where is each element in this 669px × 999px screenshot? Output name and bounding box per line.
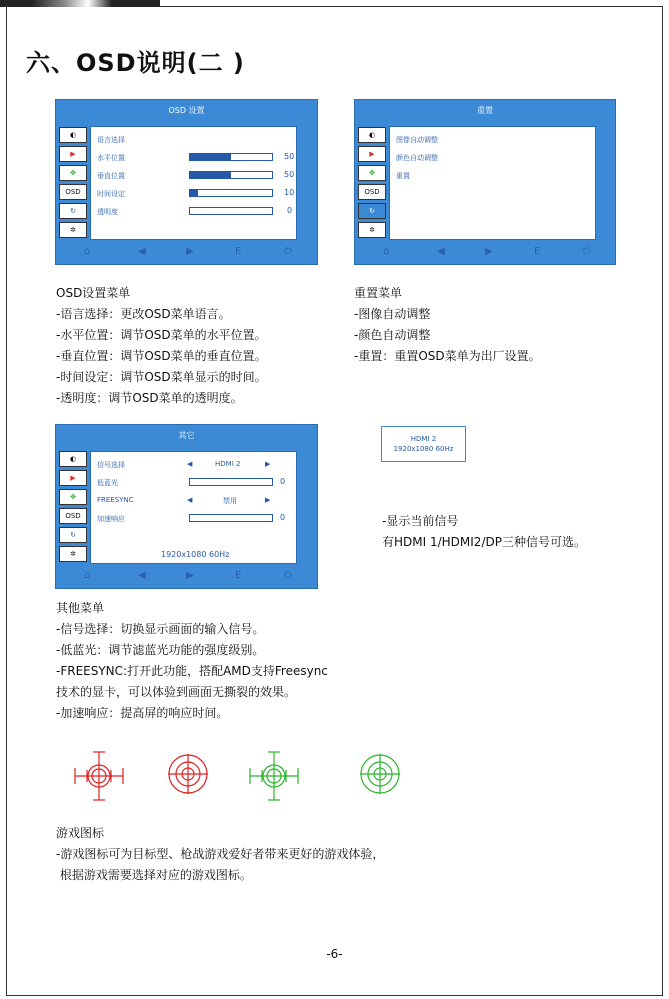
resolution-readout: 1920x1080 60Hz	[161, 550, 230, 559]
osd-settings-header: OSD 设置	[168, 106, 205, 115]
power-icon[interactable]: ⏻	[583, 246, 591, 257]
level-bar[interactable]	[189, 153, 273, 161]
crosshair-circle-icon	[166, 752, 210, 796]
right-arrow-icon[interactable]: ▶	[186, 246, 194, 257]
page-title: 六、OSD说明(二 )	[26, 49, 245, 77]
row-label[interactable]: 颜色自动调整	[396, 154, 438, 162]
desc-line: -时间设定：调节OSD菜单显示的时间。	[56, 370, 267, 384]
crosshair-circle-icon	[358, 752, 402, 796]
row-label[interactable]: 图像自动调整	[396, 136, 438, 144]
osd-footer	[56, 564, 317, 588]
color-icon[interactable]: ▶	[59, 146, 87, 162]
row-label[interactable]: 低蓝光	[97, 479, 118, 487]
desc-line: OSD设置菜单	[56, 286, 131, 300]
game-icon[interactable]: ✥	[59, 489, 87, 505]
osd-settings-menu	[55, 99, 318, 265]
other-icon[interactable]: ✲	[59, 222, 87, 238]
option-value: HDMI 2	[215, 460, 241, 468]
left-arrow-icon[interactable]: ◀	[187, 496, 193, 504]
level-value: 0	[280, 513, 286, 522]
desc-line: -颜色自动调整	[354, 328, 431, 342]
crosshair-bracket-icon	[248, 750, 300, 802]
exit-key[interactable]: E	[534, 246, 541, 257]
brightness-icon[interactable]: ◐	[59, 127, 87, 143]
home-icon[interactable]: ⌂	[84, 570, 91, 581]
level-value: 50	[284, 152, 295, 161]
other-icon[interactable]: ✲	[59, 546, 87, 562]
osd-icon[interactable]: OSD	[358, 184, 386, 200]
signal-resolution: 1920x1080 60Hz	[393, 445, 454, 453]
level-bar[interactable]	[189, 514, 273, 522]
level-value: 0	[280, 477, 286, 486]
reset-icon[interactable]: ↻	[59, 203, 87, 219]
desc-line: -显示当前信号	[382, 514, 459, 528]
row-label[interactable]: 时间设定	[97, 190, 125, 198]
home-icon[interactable]: ⌂	[383, 246, 390, 257]
brightness-icon[interactable]: ◐	[358, 127, 386, 143]
other-menu	[55, 424, 318, 589]
right-arrow-icon[interactable]: ▶	[485, 246, 493, 257]
desc-line: -游戏图标可为目标型、枪战游戏爱好者带来更好的游戏体验，	[56, 847, 385, 861]
desc-line: 技术的显卡，可以体验到画面无撕裂的效果。	[56, 685, 297, 699]
right-arrow-icon[interactable]: ▶	[265, 460, 271, 468]
level-bar[interactable]	[189, 478, 273, 486]
row-label[interactable]: 透明度	[97, 208, 118, 216]
right-arrow-icon[interactable]: ▶	[265, 496, 271, 504]
level-bar[interactable]	[189, 207, 273, 215]
level-value: 10	[284, 188, 295, 197]
row-label[interactable]: 信号选择	[97, 461, 125, 469]
reset-menu	[354, 99, 616, 265]
color-icon[interactable]: ▶	[358, 146, 386, 162]
other-header: 其它	[178, 431, 195, 440]
exit-key[interactable]: E	[235, 570, 242, 581]
row-label[interactable]: 垂直位置	[97, 172, 125, 180]
signal-description	[382, 511, 586, 553]
osd-settings-body	[90, 126, 297, 240]
level-value: 50	[284, 170, 295, 179]
other-body	[90, 451, 297, 564]
left-arrow-icon[interactable]: ◀	[138, 570, 146, 581]
left-arrow-icon[interactable]: ◀	[138, 246, 146, 257]
desc-line: 其他菜单	[56, 601, 105, 615]
reset-icon[interactable]: ↻	[59, 527, 87, 543]
game-icon[interactable]: ✥	[59, 165, 87, 181]
desc-line: 根据游戏需要选择对应的游戏图标。	[56, 868, 252, 882]
row-label[interactable]: 水平位置	[97, 154, 125, 162]
home-icon[interactable]: ⌂	[84, 246, 91, 257]
reset-header: 重置	[477, 106, 493, 115]
osd-footer	[355, 240, 615, 264]
page-number: -6-	[326, 947, 343, 961]
option-value: 禁用	[223, 497, 237, 505]
crosshair-bracket-icon	[73, 750, 125, 802]
osd-icon[interactable]: OSD	[59, 184, 87, 200]
desc-line: 重置菜单	[354, 286, 403, 300]
osd-description	[56, 283, 267, 409]
power-icon[interactable]: ⏻	[284, 570, 292, 581]
level-bar[interactable]	[189, 171, 273, 179]
brightness-icon[interactable]: ◐	[59, 451, 87, 467]
desc-line: -加速响应：提高屏的响应时间。	[56, 706, 229, 720]
desc-line: -信号选择：切换显示画面的输入信号。	[56, 622, 265, 636]
desc-line: -垂直位置：调节OSD菜单的垂直位置。	[56, 349, 267, 363]
desc-line: 有HDMI 1/HDMI2/DP三种信号可选。	[382, 535, 586, 549]
row-label[interactable]: 加速响应	[97, 515, 125, 523]
desc-line: -水平位置：调节OSD菜单的水平位置。	[56, 328, 267, 342]
signal-popup	[381, 426, 466, 462]
other-description	[56, 598, 328, 724]
reset-description	[354, 283, 541, 367]
level-value: 0	[287, 206, 293, 215]
left-arrow-icon[interactable]: ◀	[437, 246, 445, 257]
left-arrow-icon[interactable]: ◀	[187, 460, 193, 468]
row-label[interactable]: 重置	[396, 172, 410, 180]
reset-body	[389, 126, 596, 240]
game-description	[56, 823, 384, 886]
corner-decoration	[0, 0, 160, 7]
level-bar[interactable]	[189, 189, 273, 197]
desc-line: -FREESYNC:打开此功能，搭配AMD支持Freesync	[56, 664, 328, 678]
desc-line: 游戏图标	[56, 826, 105, 840]
row-label[interactable]: FREESYNC	[97, 496, 134, 504]
desc-line: -低蓝光：调节滤蓝光功能的强度级别。	[56, 643, 265, 657]
row-label[interactable]: 语言选择	[97, 136, 125, 144]
desc-line: -透明度：调节OSD菜单的透明度。	[56, 391, 243, 405]
desc-line: -重置：重置OSD菜单为出厂设置。	[354, 349, 541, 363]
color-icon[interactable]: ▶	[59, 470, 87, 486]
exit-key[interactable]: E	[235, 246, 242, 257]
signal-name: HDMI 2	[410, 435, 437, 443]
game-icon[interactable]: ✥	[358, 165, 386, 181]
desc-line: -图像自动调整	[354, 307, 431, 321]
desc-line: -语言选择：更改OSD菜单语言。	[56, 307, 231, 321]
power-icon[interactable]: ⏻	[284, 246, 292, 257]
other-icon[interactable]: ✲	[358, 222, 386, 238]
osd-icon[interactable]: OSD	[59, 508, 87, 524]
right-arrow-icon[interactable]: ▶	[186, 570, 194, 581]
osd-footer	[56, 240, 317, 264]
reset-icon[interactable]: ↻	[358, 203, 386, 219]
